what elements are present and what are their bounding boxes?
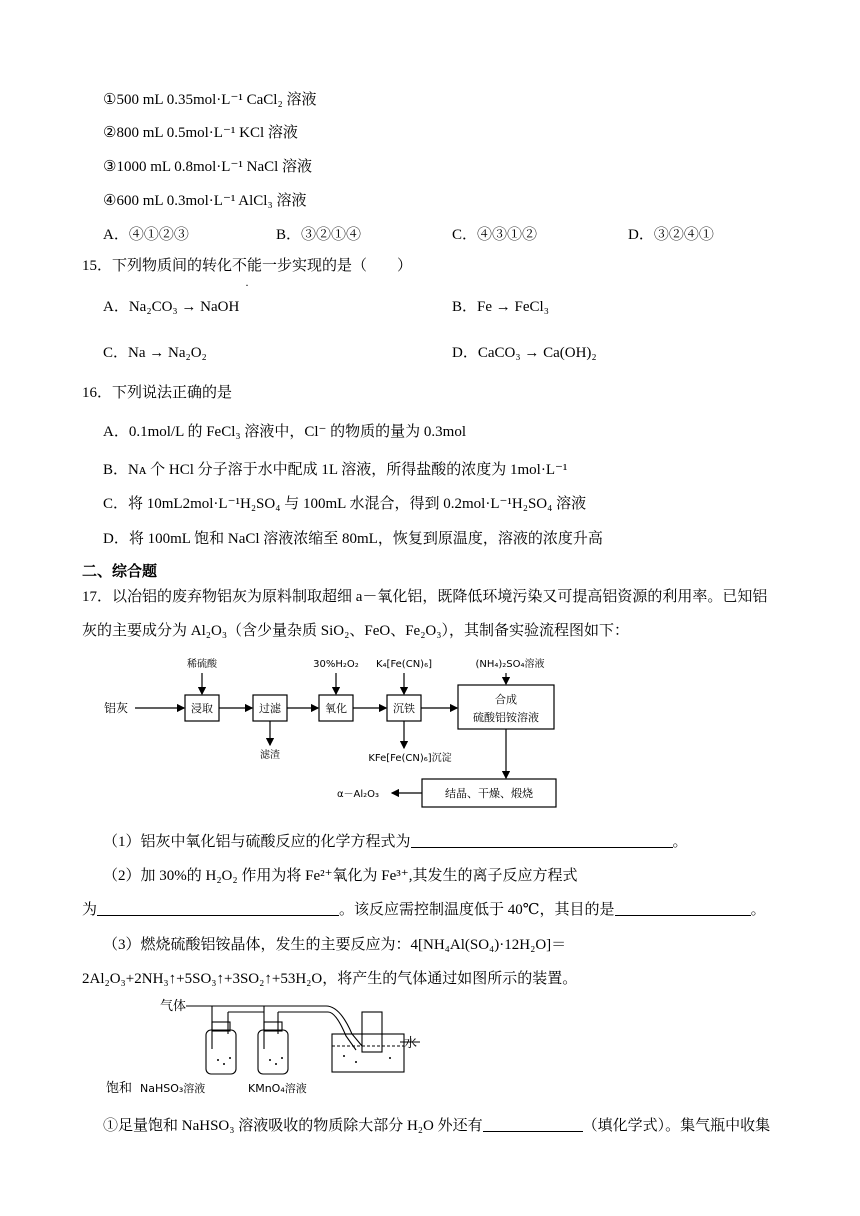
answer-blank-3[interactable]	[615, 900, 751, 916]
section-heading: 二、综合题	[82, 562, 158, 580]
q14-option-d: D．③②④①	[628, 227, 714, 243]
q17-part3-line1: （3）燃烧硫酸铝铵晶体，发生的主要反应为：4[NH₄Al(SO₄)·12H₂O]＝	[103, 937, 567, 953]
flow-start: 铝灰	[103, 701, 129, 715]
q14-item-2: ②800 mL 0.5mol·L⁻¹ KCl 溶液	[103, 125, 298, 141]
flow-final-box: 结晶、干燥、煅烧	[445, 787, 533, 800]
flow-box-3: 氧化	[325, 702, 347, 715]
flow-byproduct-1: 滤渣	[260, 750, 280, 761]
flow-box-2: 过滤	[259, 702, 281, 715]
flow-diagram	[100, 655, 600, 815]
q15-stem: 15．下列物质间的转化不能一步实现的是（ ）	[82, 258, 413, 274]
q15-option-c: C．Na → Na₂O₂	[103, 345, 207, 361]
q17-part3-sub1: ①足量饱和 NaHSO₃ 溶液吸收的物质除大部分 H₂O 外还有 （填化学式）。集气瓶中收集	[103, 1118, 771, 1134]
flow-big-box-line2: 硫酸铝铵溶液	[473, 711, 539, 724]
flow-reagent-3: K₄[Fe(CN)₆]	[375, 659, 433, 670]
q14-item-1: ①500 mL 0.35mol·L⁻¹ CaCl₂ 溶液	[103, 92, 317, 108]
q17-part2-line2: 为 。该反应需控制温度低于 40℃，其目的是 。	[82, 902, 766, 918]
flow-byproduct-2: KFe[Fe(CN)₆]沉淀	[368, 753, 452, 764]
q14-option-a: A．④①②③	[103, 227, 189, 243]
q14-item-4: ④600 mL 0.3mol·L⁻¹ AlCl₃ 溶液	[103, 193, 307, 209]
q16-option-b: B．Nᴀ 个 HCl 分子溶于水中配成 1L 溶液，所得盐酸的浓度为 1mol·L⁻¹	[103, 462, 568, 478]
flow-big-box-line1: 合成	[495, 693, 517, 706]
apparatus-label-1: 饱和	[106, 1081, 133, 1096]
q14-option-b: B．③②①④	[276, 227, 362, 243]
flow-reagent-1: 稀硫酸	[187, 659, 217, 670]
apparatus-diagram	[100, 994, 440, 1104]
answer-blank-4[interactable]	[483, 1116, 583, 1132]
flow-box-1: 浸取	[191, 702, 213, 715]
q17-part3-line2: 2Al₂O₃+2NH₃↑+5SO₃↑+3SO₂↑+53H₂O，将产生的气体通过如图所示的装置。	[82, 971, 578, 987]
q16-option-d: D．将 100mL 饱和 NaCl 溶液浓缩至 80mL，恢复到原温度，溶液的浓度升高	[103, 531, 603, 547]
apparatus-label-1b: NaHSO₃溶液	[140, 1082, 206, 1095]
flow-reagent-4: (NH₄)₂SO₄溶液	[475, 659, 545, 670]
q14-item-3: ③1000 mL 0.8mol·L⁻¹ NaCl 溶液	[103, 159, 313, 175]
q17-part1: （1）铝灰中氧化铝与硫酸反应的化学方程式为 。	[103, 834, 688, 850]
q17-intro-line2: 灰的主要成分为 Al₂O₃（含少量杂质 SiO₂、FeO、Fe₂O₃），其制备实验流程图如下：	[82, 623, 629, 639]
answer-blank-1[interactable]	[411, 832, 673, 848]
q15-option-a: A．Na₂CO₃ → NaOH	[103, 299, 240, 315]
q17-part2-line1: （2）加 30%的 H₂O₂ 作用为将 Fe²⁺氧化为 Fe³⁺,其发生的离子反应方程式	[103, 868, 578, 884]
q16-option-a: A．0.1mol/L 的 FeCl₃ 溶液中，Cl⁻ 的物质的量为 0.3mol	[103, 424, 467, 440]
apparatus-water-label: 水	[404, 1036, 418, 1051]
apparatus-label-2: KMnO₄溶液	[248, 1082, 307, 1095]
q15-option-b: B．Fe → FeCl₃	[452, 299, 549, 315]
apparatus-gas-label: 气体	[160, 999, 187, 1014]
q17-intro-line1: 17．以冶铝的废弃物铝灰为原料制取超细 a－氧化铝，既降低环境污染又可提高铝资源的利用率。已知铝	[82, 589, 768, 605]
answer-blank-2[interactable]	[97, 900, 339, 916]
q14-option-c: C．④③①②	[452, 227, 538, 243]
flow-box-4: 沉铁	[393, 702, 415, 715]
q16-stem: 16．下列说法正确的是	[82, 385, 233, 401]
q16-option-c: C．将 10mL2mol·L⁻¹H₂SO₄ 与 100mL 水混合，得到 0.2mol·L⁻¹H₂SO₄ 溶液	[103, 496, 587, 512]
q15-option-d: D．CaCO₃ → Ca(OH)₂	[452, 345, 597, 361]
flow-product: α－Al₂O₃	[336, 789, 380, 800]
flow-reagent-2: 30%H₂O₂	[313, 659, 359, 670]
